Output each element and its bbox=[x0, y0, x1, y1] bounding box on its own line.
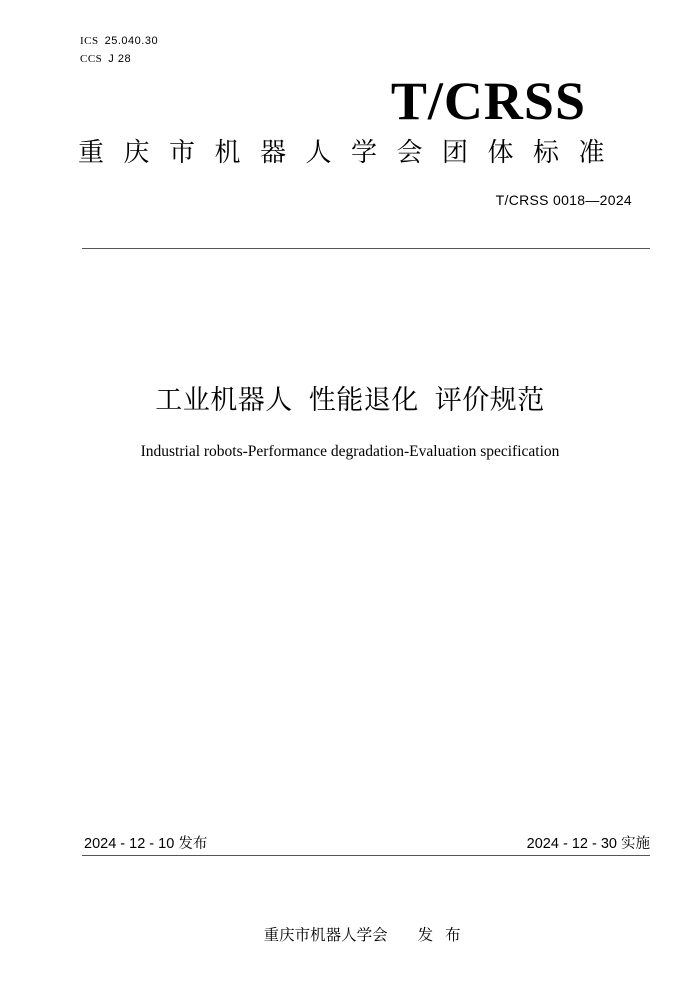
publish-label: 发布 bbox=[417, 927, 473, 944]
document-title-chinese: 工业机器人 性能退化 评价规范 bbox=[155, 385, 545, 415]
ccs-classification bbox=[80, 53, 131, 65]
top-divider bbox=[82, 248, 650, 249]
publisher-line bbox=[255, 903, 473, 947]
bottom-divider bbox=[82, 855, 650, 856]
document-title-english: Industrial robots-Performance degradation-Evaluation specification bbox=[140, 443, 560, 460]
ccs-code: J 28 bbox=[108, 53, 132, 65]
publisher-name: 重庆市机器人学会 bbox=[263, 927, 388, 944]
implementation-date: 2024 - 12 - 30 实施 bbox=[526, 836, 650, 852]
ics-label: ICS bbox=[80, 35, 99, 47]
ccs-label: CCS bbox=[80, 53, 103, 65]
issue-date: 2024 - 12 - 10 发布 bbox=[84, 836, 208, 852]
ics-code: 25.040.30 bbox=[104, 35, 159, 47]
brand-logo-text: T/CRSS bbox=[390, 71, 586, 131]
organization-standard-title: 重庆市机器人学会团体标准 bbox=[78, 137, 625, 167]
ics-classification bbox=[80, 35, 158, 47]
standard-number: T/CRSS 0018—2024 bbox=[495, 192, 632, 208]
